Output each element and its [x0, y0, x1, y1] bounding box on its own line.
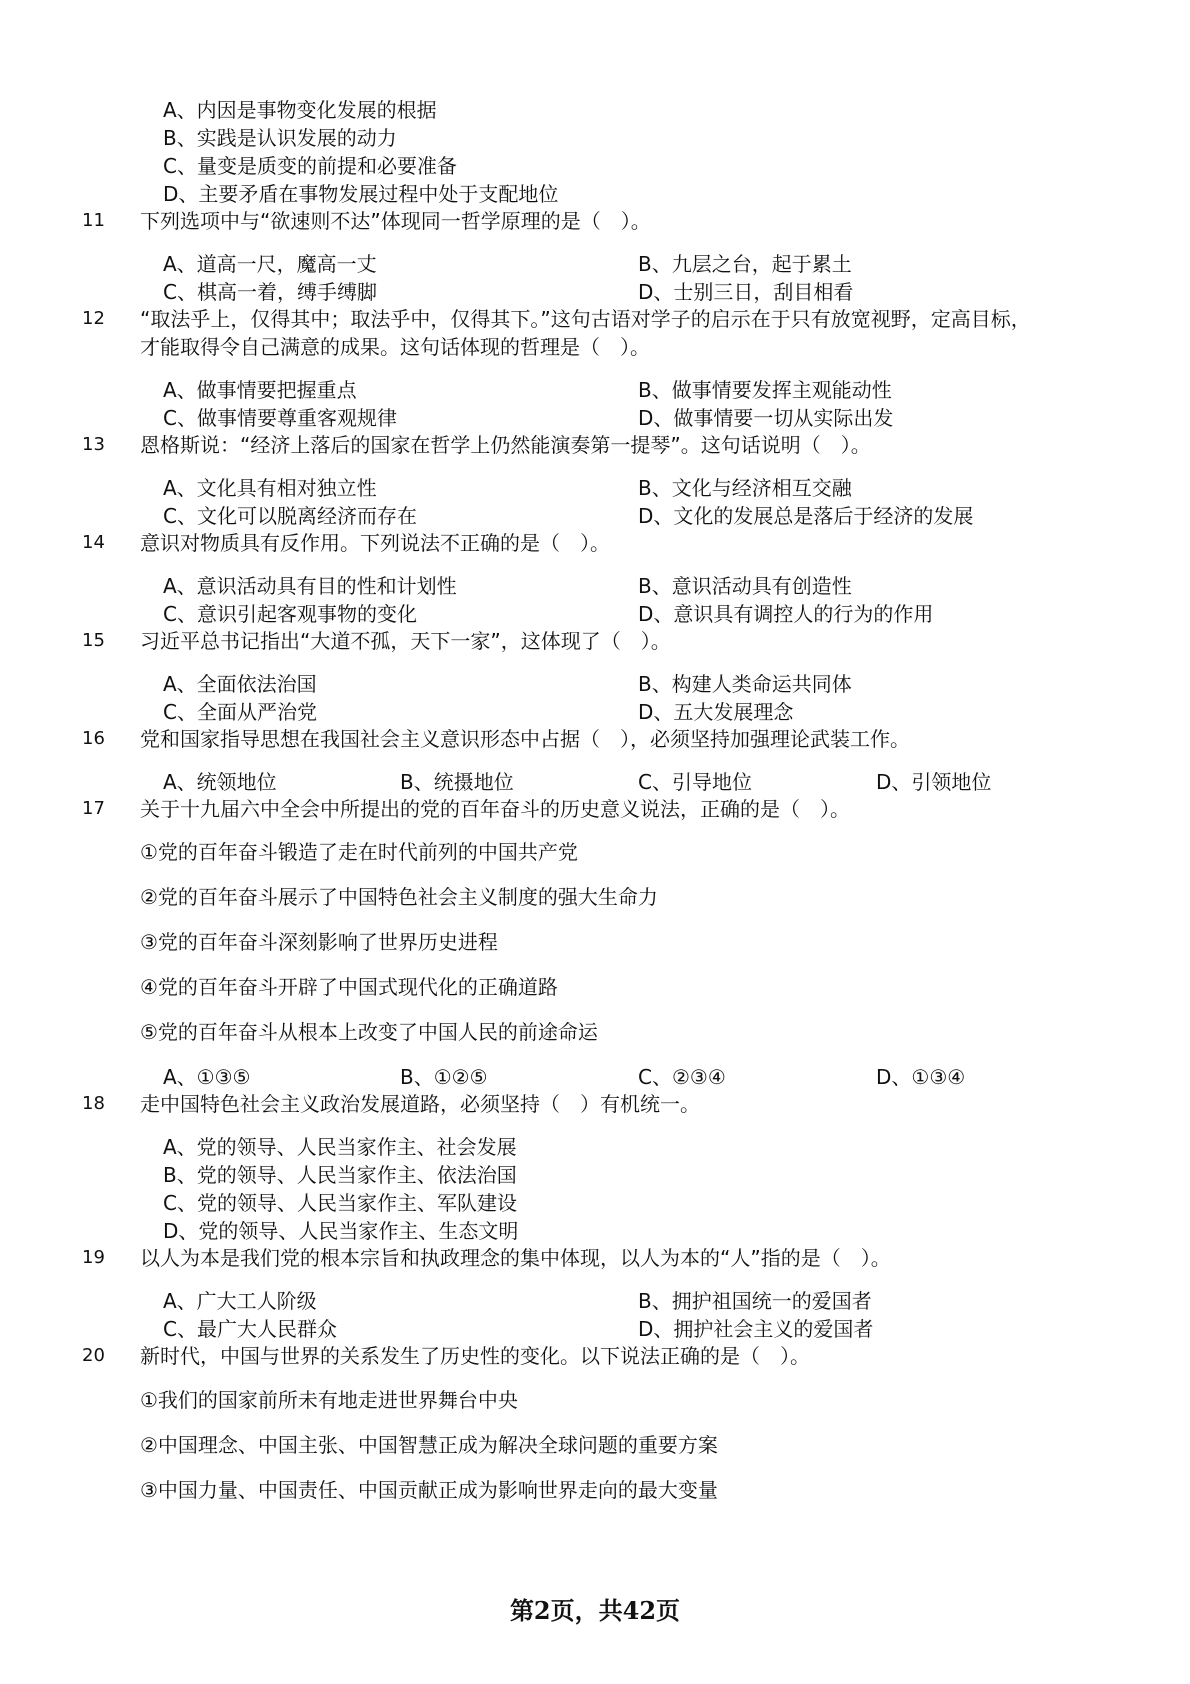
q14-stem: 意识对物质具有反作用。下列说法不正确的是（ ）。 — [140, 531, 610, 555]
q19-option-b: B、拥护祖国统一的爱国者 — [638, 1289, 872, 1313]
q15-stem: 习近平总书记指出“大道不孤，天下一家”，这体现了（ ）。 — [140, 629, 671, 653]
q12-stem-line-1: “取法乎上，仅得其中；取法乎中，仅得其下。”这句古语对学子的启示在于只有放宽视野，定高目标， — [140, 307, 1031, 331]
q13-option-a: A、文化具有相对独立性 — [163, 476, 377, 500]
q12-option-c: C、做事情要尊重客观规律 — [163, 406, 397, 430]
q12-option-b: B、做事情要发挥主观能动性 — [638, 378, 892, 402]
q16-option-b: B、统摄地位 — [400, 770, 514, 794]
q19-option-d: D、拥护社会主义的爱国者 — [638, 1317, 874, 1341]
q16-number: 16 — [82, 728, 105, 749]
q17-statement-1: ①党的百年奋斗锻造了走在时代前列的中国共产党 — [140, 840, 578, 864]
q12-option-a: A、做事情要把握重点 — [163, 378, 357, 402]
q18-option-a: A、党的领导、人民当家作主、社会发展 — [163, 1135, 517, 1159]
q11-option-a: A、道高一尺，魔高一丈 — [163, 252, 377, 276]
q11-stem: 下列选项中与“欲速则不达”体现同一哲学原理的是（ ）。 — [140, 209, 651, 233]
q14-number: 14 — [82, 532, 105, 553]
q17-option-b: B、①②⑤ — [400, 1065, 488, 1089]
page-footer: 第2页，共42页 — [509, 1596, 681, 1625]
q10-option-b: B、实践是认识发展的动力 — [163, 126, 397, 150]
q17-statement-4: ④党的百年奋斗开辟了中国式现代化的正确道路 — [140, 975, 558, 999]
q16-option-d: D、引领地位 — [876, 770, 992, 794]
q15-option-a: A、全面依法治国 — [163, 672, 317, 696]
q17-statement-5: ⑤党的百年奋斗从根本上改变了中国人民的前途命运 — [140, 1020, 598, 1044]
q15-number: 15 — [82, 630, 105, 651]
q15-option-d: D、五大发展理念 — [638, 700, 794, 724]
q14-option-d: D、意识具有调控人的行为的作用 — [638, 602, 934, 626]
q12-option-d: D、做事情要一切从实际出发 — [638, 406, 894, 430]
q18-stem: 走中国特色社会主义政治发展道路，必须坚持（ ）有机统一。 — [140, 1092, 700, 1116]
q18-option-d: D、党的领导、人民当家作主、生态文明 — [163, 1219, 519, 1243]
q11-option-c: C、棋高一着，缚手缚脚 — [163, 280, 377, 304]
q19-option-c: C、最广大人民群众 — [163, 1317, 337, 1341]
q15-option-b: B、构建人类命运共同体 — [638, 672, 852, 696]
q18-option-c: C、党的领导、人民当家作主、军队建设 — [163, 1191, 517, 1215]
q17-option-d: D、①③④ — [876, 1065, 966, 1089]
q10-option-c: C、量变是质变的前提和必要准备 — [163, 154, 457, 178]
q19-stem: 以人为本是我们党的根本宗旨和执政理念的集中体现，以人为本的“人”指的是（ ）。 — [140, 1246, 891, 1270]
q16-option-a: A、统领地位 — [163, 770, 277, 794]
q13-option-b: B、文化与经济相互交融 — [638, 476, 852, 500]
q13-number: 13 — [82, 434, 105, 455]
q13-option-c: C、文化可以脱离经济而存在 — [163, 504, 417, 528]
q11-option-b: B、九层之台，起于累土 — [638, 252, 852, 276]
q16-stem: 党和国家指导思想在我国社会主义意识形态中占据（ ），必须坚持加强理论武装工作。 — [140, 727, 910, 751]
q12-number: 12 — [82, 308, 105, 329]
q20-number: 20 — [82, 1345, 105, 1366]
q17-option-a: A、①③⑤ — [163, 1065, 251, 1089]
q17-stem: 关于十九届六中全会中所提出的党的百年奋斗的历史意义说法，正确的是（ ）。 — [140, 797, 850, 821]
q13-option-d: D、文化的发展总是落后于经济的发展 — [638, 504, 974, 528]
q10-option-a: A、内因是事物变化发展的根据 — [163, 98, 437, 122]
q14-option-b: B、意识活动具有创造性 — [638, 574, 852, 598]
q15-option-c: C、全面从严治党 — [163, 700, 317, 724]
q12-stem-line-2: 才能取得令自己满意的成果。这句话体现的哲理是（ ）。 — [140, 335, 650, 359]
q17-option-c: C、②③④ — [638, 1065, 726, 1089]
q14-option-c: C、意识引起客观事物的变化 — [163, 602, 417, 626]
q16-option-c: C、引导地位 — [638, 770, 752, 794]
q18-option-b: B、党的领导、人民当家作主、依法治国 — [163, 1163, 517, 1187]
q19-option-a: A、广大工人阶级 — [163, 1289, 317, 1313]
q17-statement-2: ②党的百年奋斗展示了中国特色社会主义制度的强大生命力 — [140, 885, 658, 909]
q20-statement-3: ③中国力量、中国责任、中国贡献正成为影响世界走向的最大变量 — [140, 1478, 718, 1502]
q13-stem: 恩格斯说：“经济上落后的国家在哲学上仍然能演奏第一提琴”。这句话说明（ ）。 — [140, 433, 871, 457]
q18-number: 18 — [82, 1093, 105, 1114]
q11-option-d: D、士别三日，刮目相看 — [638, 280, 854, 304]
q20-statement-1: ①我们的国家前所未有地走进世界舞台中央 — [140, 1388, 518, 1412]
q11-number: 11 — [82, 210, 105, 231]
q17-number: 17 — [82, 798, 105, 819]
q14-option-a: A、意识活动具有目的性和计划性 — [163, 574, 457, 598]
q20-statement-2: ②中国理念、中国主张、中国智慧正成为解决全球问题的重要方案 — [140, 1433, 718, 1457]
q20-stem: 新时代，中国与世界的关系发生了历史性的变化。以下说法正确的是（ ）。 — [140, 1344, 810, 1368]
q19-number: 19 — [82, 1247, 105, 1268]
q17-statement-3: ③党的百年奋斗深刻影响了世界历史进程 — [140, 930, 498, 954]
q10-option-d: D、主要矛盾在事物发展过程中处于支配地位 — [163, 182, 559, 206]
